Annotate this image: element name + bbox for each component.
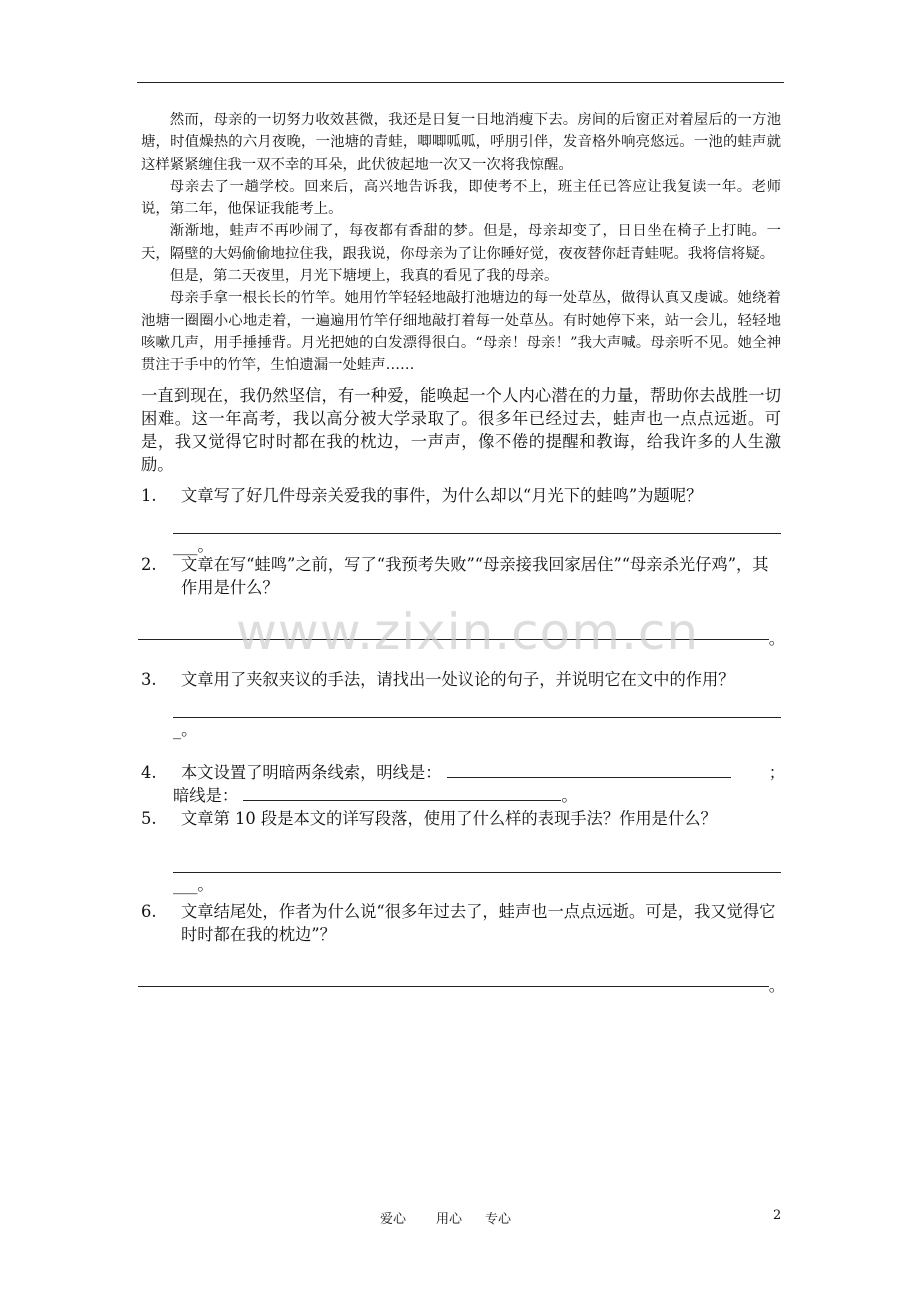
answer-line-end: ___。 [173, 536, 214, 555]
passage [141, 109, 781, 377]
hidden-clue-blank[interactable] [243, 784, 561, 801]
main-clue-blank[interactable] [447, 761, 731, 778]
passage-paragraph: 但是，第二天夜里，月光下塘埂上，我真的看见了我的母亲。 [169, 268, 559, 285]
question-1 [141, 484, 781, 557]
answer-line-end: 。 [561, 786, 578, 805]
question-5 [141, 807, 781, 896]
footer-motto-2: 用心 [436, 1212, 463, 1227]
concluding-paragraph: 一直到现在，我仍然坚信，有一种爱，能唤起一个人内心潜在的力量，帮助你去战胜一切困难。这一年高考，我以高分被大学录取了。很多年已经过去，蛙声也一点点远逝。可是，我又觉得它时时都在我的枕边，一声声，像不倦的提醒和教诲，给我许多的人生激励。 [141, 386, 781, 474]
page-number: 2 [773, 1208, 782, 1223]
passage-paragraph: 渐渐地，蛙声不再吵闹了，每夜都有香甜的梦。但是，母亲却变了，日日坐在椅子上打盹。一天，隔壁的大妈偷偷地拉住我，跟我说，你母亲为了让你睡好觉，夜夜替你赶青蛙呢。我将信将疑。 [141, 223, 781, 262]
answer-line-end: 。 [768, 629, 785, 648]
question-text: 文章结尾处，作者为什么说“很多年过去了，蛙声也一点点远逝。可是，我又觉得它时时都在我的枕边”？ [181, 902, 776, 944]
answer-line-end: _。 [173, 720, 198, 739]
question-number: 3. [141, 670, 157, 689]
answer-line[interactable] [138, 966, 769, 987]
passage-paragraph: 母亲去了一趟学校。回来后，高兴地告诉我，即使考不上，班主任已答应让我复读一年。老师说，第二年，他保证我能考上。 [141, 178, 781, 218]
answer-line[interactable] [173, 513, 781, 534]
footer-motto-3: 专心 [485, 1212, 512, 1227]
question-6 [141, 900, 785, 995]
question-text: 文章用了夹叙夹议的手法，请找出一处议论的句子，并说明它在文中的作用？ [181, 670, 735, 689]
answer-line-end: 。 [768, 976, 785, 995]
question-text: 文章第 10 段是本文的详写段落，使用了什么样的表现手法？作用是什么？ [181, 809, 717, 828]
question-text: 文章在写“蛙鸣”之前，写了“我预考失败”“母亲接我回家居住”“母亲杀光仔鸡”，其作用是什么？ [181, 555, 769, 597]
question-number: 1. [141, 486, 157, 505]
question-number: 5. [141, 809, 157, 828]
question-number: 6. [141, 902, 157, 921]
question-text: 文章写了好几件母亲关爱我的事件，为什么却以“月光下的蛙鸣”为题呢？ [181, 486, 703, 505]
header-rule [137, 82, 784, 83]
question-text: 本文设置了明暗两条线索，明线是： [181, 763, 442, 782]
question-number: 4. [141, 763, 157, 782]
question-3 [141, 668, 781, 741]
answer-line[interactable] [173, 697, 781, 718]
watermark: www.zixin.com.cn [236, 603, 700, 661]
passage-paragraph: 然而，母亲的一切努力收效甚微，我还是日复一日地消瘦下去。房间的后窗正对着屋后的一方池塘，时值燥热的六月夜晚，一池塘的青蛙，唧唧呱呱，呼朋引伴，发音格外响亮悠远。一池的蛙声就这样紧紧缠住我一双不幸的耳朵，此伏彼起地一次又一次将我惊醒。 [141, 112, 781, 173]
separator: ； [768, 763, 785, 782]
answer-line-end: ___。 [173, 875, 214, 894]
question-text: 暗线是： [173, 786, 239, 805]
question-number: 2. [141, 555, 157, 574]
footer-motto-1: 爱心 [380, 1212, 407, 1227]
answer-line[interactable] [173, 852, 781, 873]
question-4 [141, 761, 785, 807]
passage-paragraph: 母亲手拿一根长长的竹竿。她用竹竿轻轻地敲打池塘边的每一处草丛，做得认真又虔诚。她绕着池塘一圈圈小心地走着，一遍遍用竹竿仔细地敲打着每一处草丛。有时她停下来，站一会儿，轻轻地咳嗽几声，用手捶捶背。月光把她的白发漂得很白。“母亲！母亲！”我大声喊。母亲听不见。她全神贯注于手中的竹竿，生怕遗漏一处蛙声…… [141, 290, 781, 374]
